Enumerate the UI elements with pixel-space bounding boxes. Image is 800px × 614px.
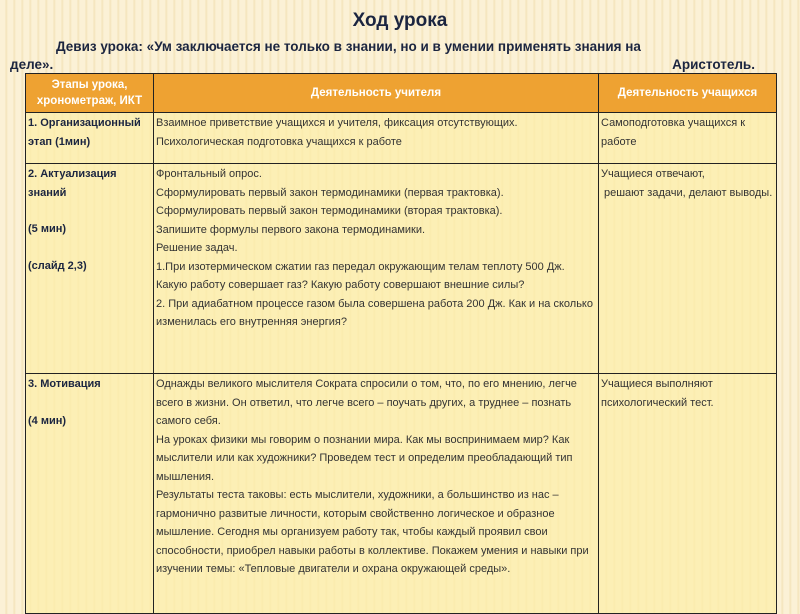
stage-cell: [26, 113, 154, 164]
students-cell: [599, 164, 777, 374]
stage-time: (5 мин): [28, 223, 67, 235]
motto-author: Аристотель.: [672, 57, 755, 72]
stage-slides: (слайд 2,3): [28, 259, 87, 272]
motto-line-1: Девиз урока: «Ум заключается не только в знании, но и в умении применять знания на: [56, 39, 641, 54]
teacher-text: 1.При изотермическом сжатии газ передал окружающим телам теплоту 500 Дж. Какую работу совершает газ? Какую работу совершают внешние силы?: [156, 260, 565, 291]
lesson-motto: [10, 38, 770, 74]
students-text: Самоподготовка учащихся к работе: [601, 117, 746, 148]
lesson-plan-table: [25, 73, 777, 614]
header-students: Деятельность учащихся: [599, 74, 777, 113]
students-text: Учащиеся отвечают,: [601, 168, 705, 180]
stage-cell: [26, 374, 154, 614]
teacher-text: Сформулировать первый закон термодинамики (вторая трактовка).: [156, 205, 503, 217]
teacher-text: Взаимное приветствие учащихся и учителя, фиксация отсутствующих. Психологическая подготовка учащихся к работе: [156, 117, 518, 148]
header-teacher: Деятельность учителя: [154, 74, 599, 113]
teacher-cell: [154, 374, 599, 614]
students-cell: [599, 374, 777, 614]
table-header-row: [26, 74, 777, 113]
table-row: [26, 164, 777, 374]
students-text: решают задачи, делают выводы.: [604, 186, 773, 199]
teacher-text: Сформулировать первый закон термодинамики (первая трактовка).: [156, 186, 504, 199]
teacher-text: 2. При адиабатном процессе газом была совершена работа 200 Дж. Как и на сколько изменилась его внутренняя энергия?: [156, 297, 593, 328]
students-text: Учащиеся выполняют психологический тест.: [601, 378, 714, 409]
teacher-cell: [154, 164, 599, 374]
header-stages: Этапы урока, хронометраж, ИКТ: [26, 74, 154, 113]
teacher-cell: [154, 113, 599, 164]
motto-line-2: деле».: [10, 57, 54, 72]
table-row: [26, 374, 777, 614]
teacher-text: Решение задач.: [156, 242, 238, 254]
stage-time: (4 мин): [28, 414, 67, 427]
students-cell: [599, 113, 777, 164]
page-title: Ход урока: [352, 10, 448, 31]
teacher-text: Запишите формулы первого закона термодинамики.: [156, 223, 426, 236]
teacher-text: На уроках физики мы говорим о познании мира. Как мы воспринимаем мир? Как мыслители или как художники? Проведем тест и определим преобладающий тип мышления.: [156, 433, 573, 483]
stage-cell: [26, 164, 154, 374]
stage-text: 2. Актуализация знаний: [28, 168, 117, 199]
table-row: [26, 113, 777, 164]
stage-text: 1. Организационный этап (1мин): [28, 117, 141, 148]
teacher-text: Однажды великого мыслителя Сократа спросили о том, что, по его мнению, легче всего в жизни. Он ответил, что легче всего – поучать других, а труднее – познать самого себя.: [156, 378, 577, 427]
stage-text: 3. Мотивация: [28, 378, 101, 390]
teacher-text: Результаты теста таковы: есть мыслители, художники, а большинство из нас – гармонично развитые личности, которым свойственно логическое и образное мышление. Сегодня мы организуем работу так, чтобы каждый проявил свои способности, приобрел навыки работы в коллективе. Покажем умения и навыки при изучении темы: «Тепловые двигатели и охрана окружающей среды».: [156, 489, 589, 575]
teacher-text: Фронтальный опрос.: [156, 168, 262, 180]
